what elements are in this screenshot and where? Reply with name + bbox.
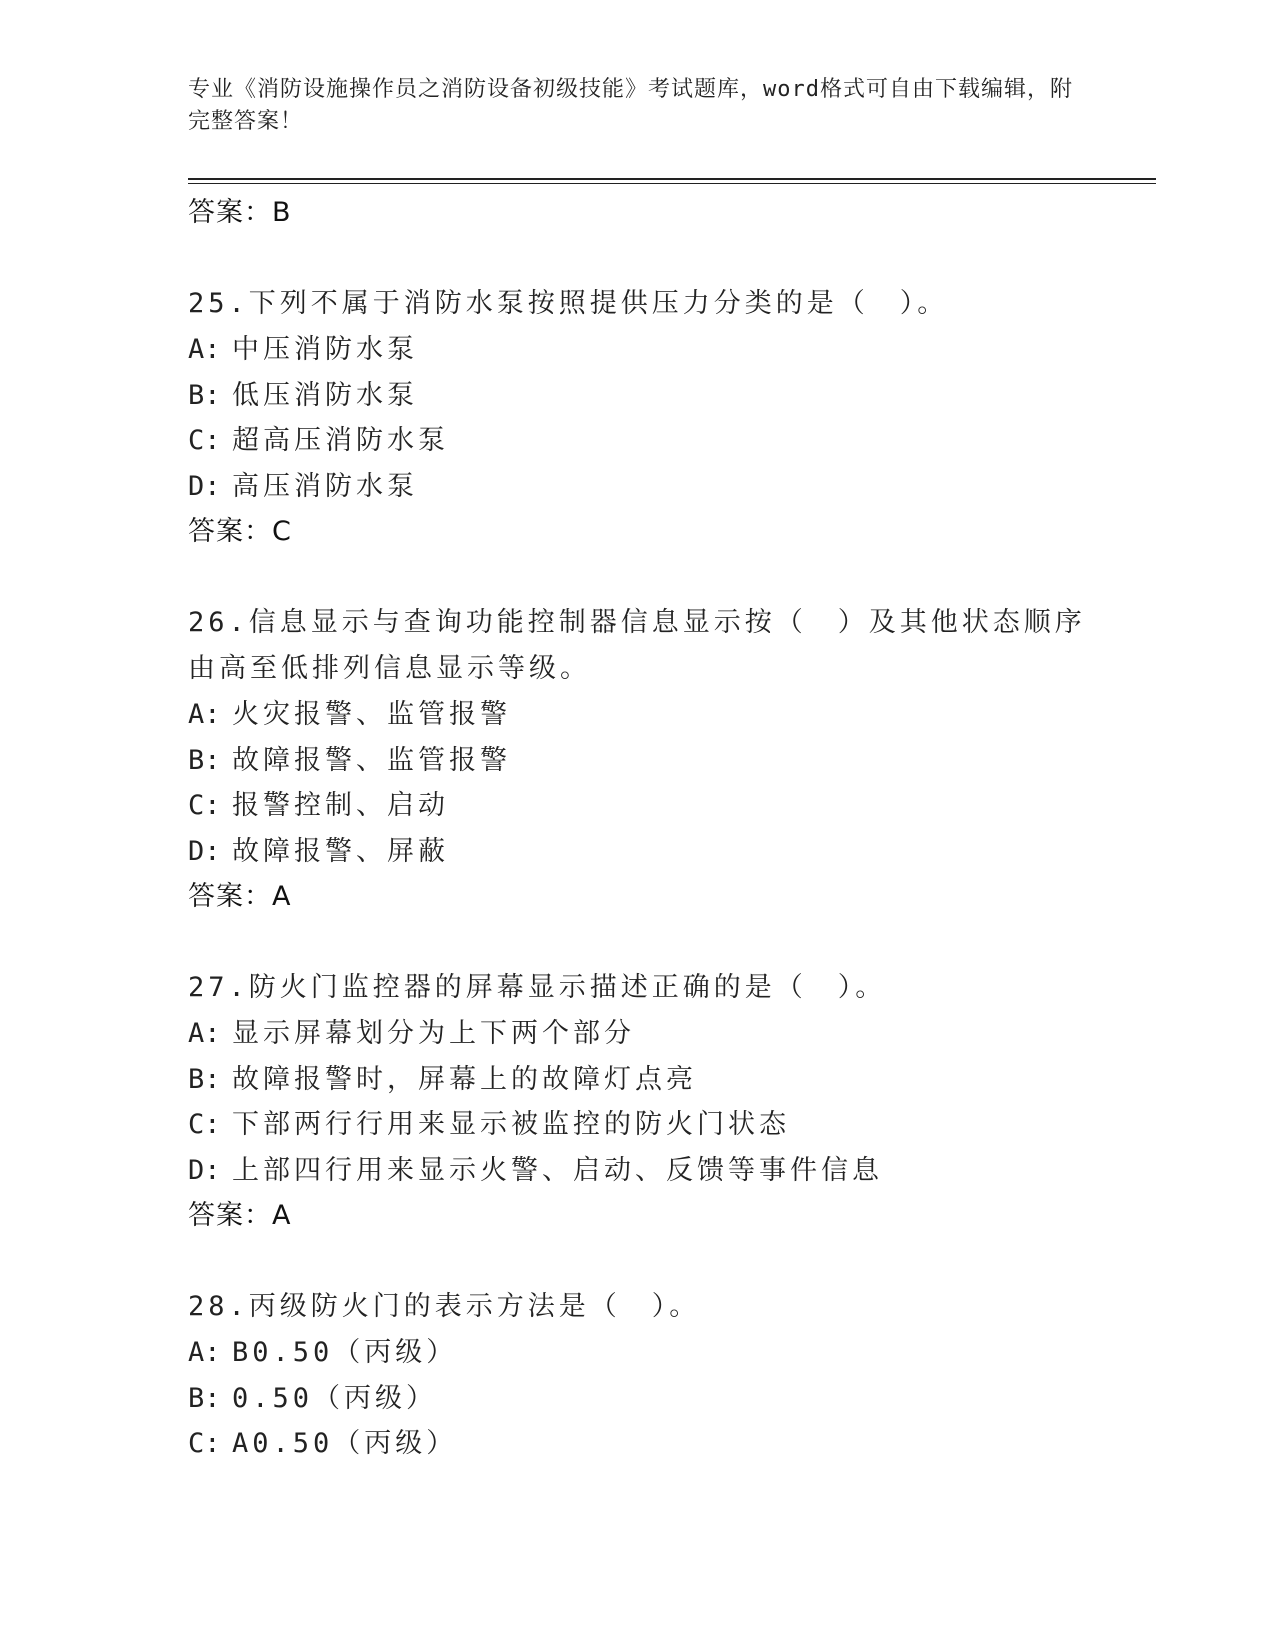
question-stem: 28.丙级防火门的表示方法是（ ）。 [188,1291,701,1322]
question-26 [188,600,1088,920]
option-key: C: [188,1428,221,1459]
header-divider-thin [188,183,1156,184]
option-text: 显示屏幕划分为上下两个部分 [232,1018,635,1049]
header-divider [188,178,1156,180]
option-text: 低压消防水泵 [232,379,418,411]
option-text: B0.50（丙级） [232,1337,458,1368]
option-text: 故障报警、监管报警 [232,744,511,776]
question-28 [188,1284,1088,1467]
option-key: A: [188,334,221,365]
option-key: B: [188,379,221,411]
option-key: B: [188,1382,221,1414]
question-stem: 27.防火门监控器的屏幕显示描述正确的是（ ）。 [188,972,887,1003]
option-text: 报警控制、启动 [232,790,449,821]
option-b [188,738,1088,784]
option-key: A: [188,1018,221,1049]
option-c [188,1421,1088,1467]
option-c [188,418,1088,464]
question-list [188,190,1088,1467]
option-text: 高压消防水泵 [232,470,418,502]
option-text: 故障报警、屏蔽 [232,835,449,867]
option-text: 中压消防水泵 [232,334,418,365]
option-b [188,373,1088,419]
option-d [188,464,1088,510]
option-d [188,1148,1088,1194]
option-text: 0.50（丙级） [232,1382,438,1414]
option-b [188,1057,1088,1103]
option-key: C: [188,425,221,456]
option-text: 超高压消防水泵 [232,425,449,456]
option-key: C: [188,790,221,821]
question-25 [188,281,1088,555]
option-d [188,829,1088,875]
option-a [188,327,1088,373]
option-a [188,692,1088,738]
question-stem: 26.信息显示与查询功能控制器信息显示按（ ）及其他状态顺序由高至低排列信息显示等级。 [188,607,1086,684]
option-key: B: [188,744,221,776]
document-header: 专业《消防设施操作员之消防设备初级技能》考试题库，word格式可自由下载编辑，附完整答案！ [188,77,1073,134]
answer-line: 答案：B [188,197,292,228]
answer-line: 答案：C [188,516,292,547]
option-key: D: [188,1154,221,1186]
answer-line: 答案：A [188,881,292,912]
option-key: D: [188,470,221,502]
option-text: 下部两行行用来显示被监控的防火门状态 [232,1109,790,1140]
option-text: 火灾报警、监管报警 [232,699,511,730]
option-b [188,1376,1088,1422]
option-key: A: [188,1337,221,1368]
option-key: C: [188,1109,221,1140]
option-c [188,1102,1088,1148]
option-key: D: [188,835,221,867]
option-key: B: [188,1063,221,1095]
option-c [188,783,1088,829]
option-text: A0.50（丙级） [232,1428,458,1459]
question-stem: 25.下列不属于消防水泵按照提供压力分类的是（ ）。 [188,288,949,319]
question-27 [188,965,1088,1239]
option-a [188,1330,1088,1376]
option-key: A: [188,699,221,730]
option-text: 故障报警时，屏幕上的故障灯点亮 [232,1063,697,1095]
option-text: 上部四行用来显示火警、启动、反馈等事件信息 [232,1154,883,1186]
answer-line: 答案：A [188,1200,292,1231]
option-a [188,1011,1088,1057]
